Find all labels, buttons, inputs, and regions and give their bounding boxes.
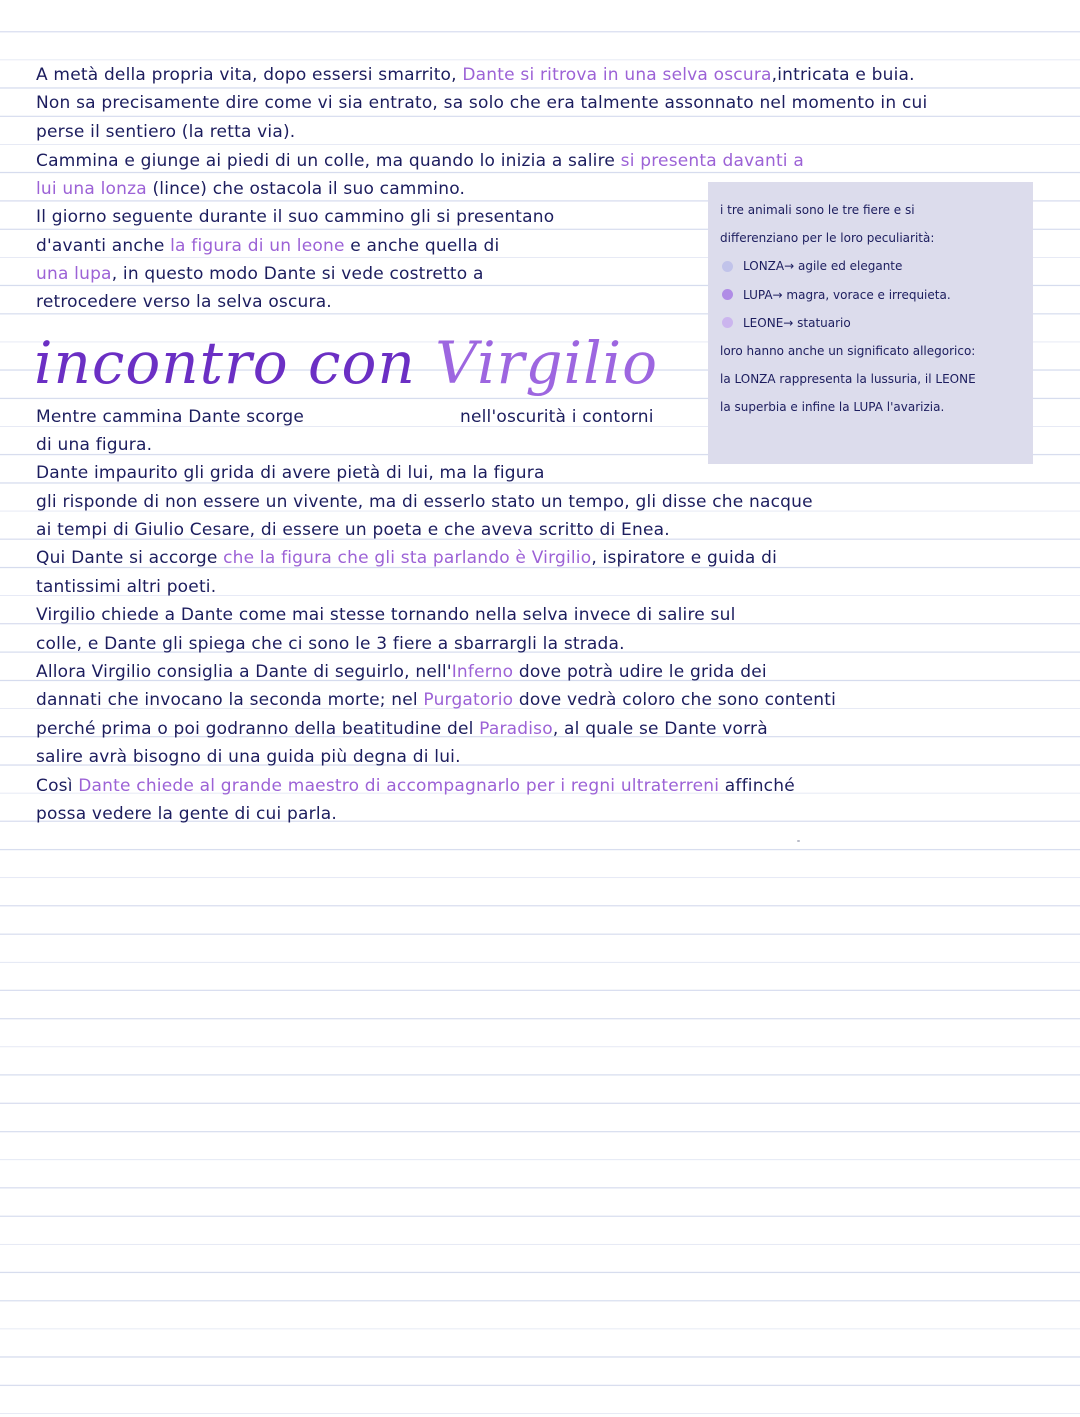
text-line: colle, e Dante gli spiega che ci sono le 3 fiere a sbarrargli la strada. (36, 634, 625, 654)
text-line: Il giorno seguente durante il suo cammino gli si presentano (36, 207, 555, 227)
box-line: loro hanno anche un significato allegorico: (720, 343, 976, 358)
text-line: dannati che invocano la seconda morte; nel Purgatorio dove vedrà coloro che sono contenti (36, 690, 836, 710)
text-line: retrocedere verso la selva oscura. (36, 292, 332, 312)
text-line: Così Dante chiede al grande maestro di accompagnarlo per i regni ultraterreni affinché (36, 776, 795, 796)
text-line: possa vedere la gente di cui parla. (36, 804, 337, 824)
box-line: differenziano per le loro peculiarità: (720, 231, 935, 246)
text-line: Non sa precisamente dire come vi sia entrato, sa solo che era talmente assonnato nel momento in cui (36, 93, 928, 113)
text-line: ai tempi di Giulio Cesare, di essere un poeta e che aveva scritto di Enea. (36, 520, 670, 540)
box-bullet-lonza: LONZA→ agile ed elegante (720, 252, 1025, 280)
box-bullet-leone: LEONE→ statuario (720, 309, 1025, 337)
bullet-dot-icon (722, 317, 733, 328)
text-line: gli risponde di non essere un vivente, ma di esserlo stato un tempo, gli disse che nacque (36, 492, 813, 512)
section-heading: incontro con Virgilio (34, 329, 659, 397)
text-line: A metà della propria vita, dopo essersi smarrito, Dante si ritrova in una selva oscura,intricata e buia. (36, 65, 915, 85)
text-line: salire avrà bisogno di una guida più degna di lui. (36, 747, 461, 767)
text-line: nell'oscurità i contorni (460, 407, 654, 427)
fiere-note-box (708, 182, 1033, 464)
box-bullet-lupa: LUPA→ magra, vorace e irrequieta. (720, 281, 1025, 309)
text-line: perse il sentiero (la retta via). (36, 122, 296, 142)
text-line: Mentre cammina Dante scorge (36, 407, 305, 427)
text-line: d'avanti anche la figura di un leone e anche quella di (36, 236, 500, 256)
ink-speck (797, 840, 800, 842)
text-line: tantissimi altri poeti. (36, 577, 217, 597)
text-line: di una figura. (36, 435, 153, 455)
text-line: Virgilio chiede a Dante come mai stesse tornando nella selva invece di salire sul (36, 605, 736, 625)
text-line: lui una lonza (lince) che ostacola il suo cammino. (36, 179, 466, 199)
box-line: i tre animali sono le tre fiere e si (720, 203, 915, 217)
text-line: una lupa, in questo modo Dante si vede costretto a (36, 264, 484, 284)
text-line: Allora Virgilio consiglia a Dante di seguirlo, nell'Inferno dove potrà udire le grida dei (36, 662, 767, 682)
bullet-dot-icon (722, 289, 733, 300)
bullet-dot-icon (722, 261, 733, 272)
box-line: la LONZA rappresenta la lussuria, il LEONE (720, 372, 976, 387)
box-line: la superbia e infine la LUPA l'avarizia. (720, 400, 945, 415)
text-line: perché prima o poi godranno della beatitudine del Paradiso, al quale se Dante vorrà (36, 719, 768, 739)
text-line: Cammina e giunge ai piedi di un colle, ma quando lo inizia a salire si presenta davanti a (36, 151, 804, 171)
text-line: Qui Dante si accorge che la figura che gli sta parlando è Virgilio, ispiratore e guida di (36, 548, 778, 568)
text-line: Dante impaurito gli grida di avere pietà di lui, ma la figura (36, 463, 545, 483)
